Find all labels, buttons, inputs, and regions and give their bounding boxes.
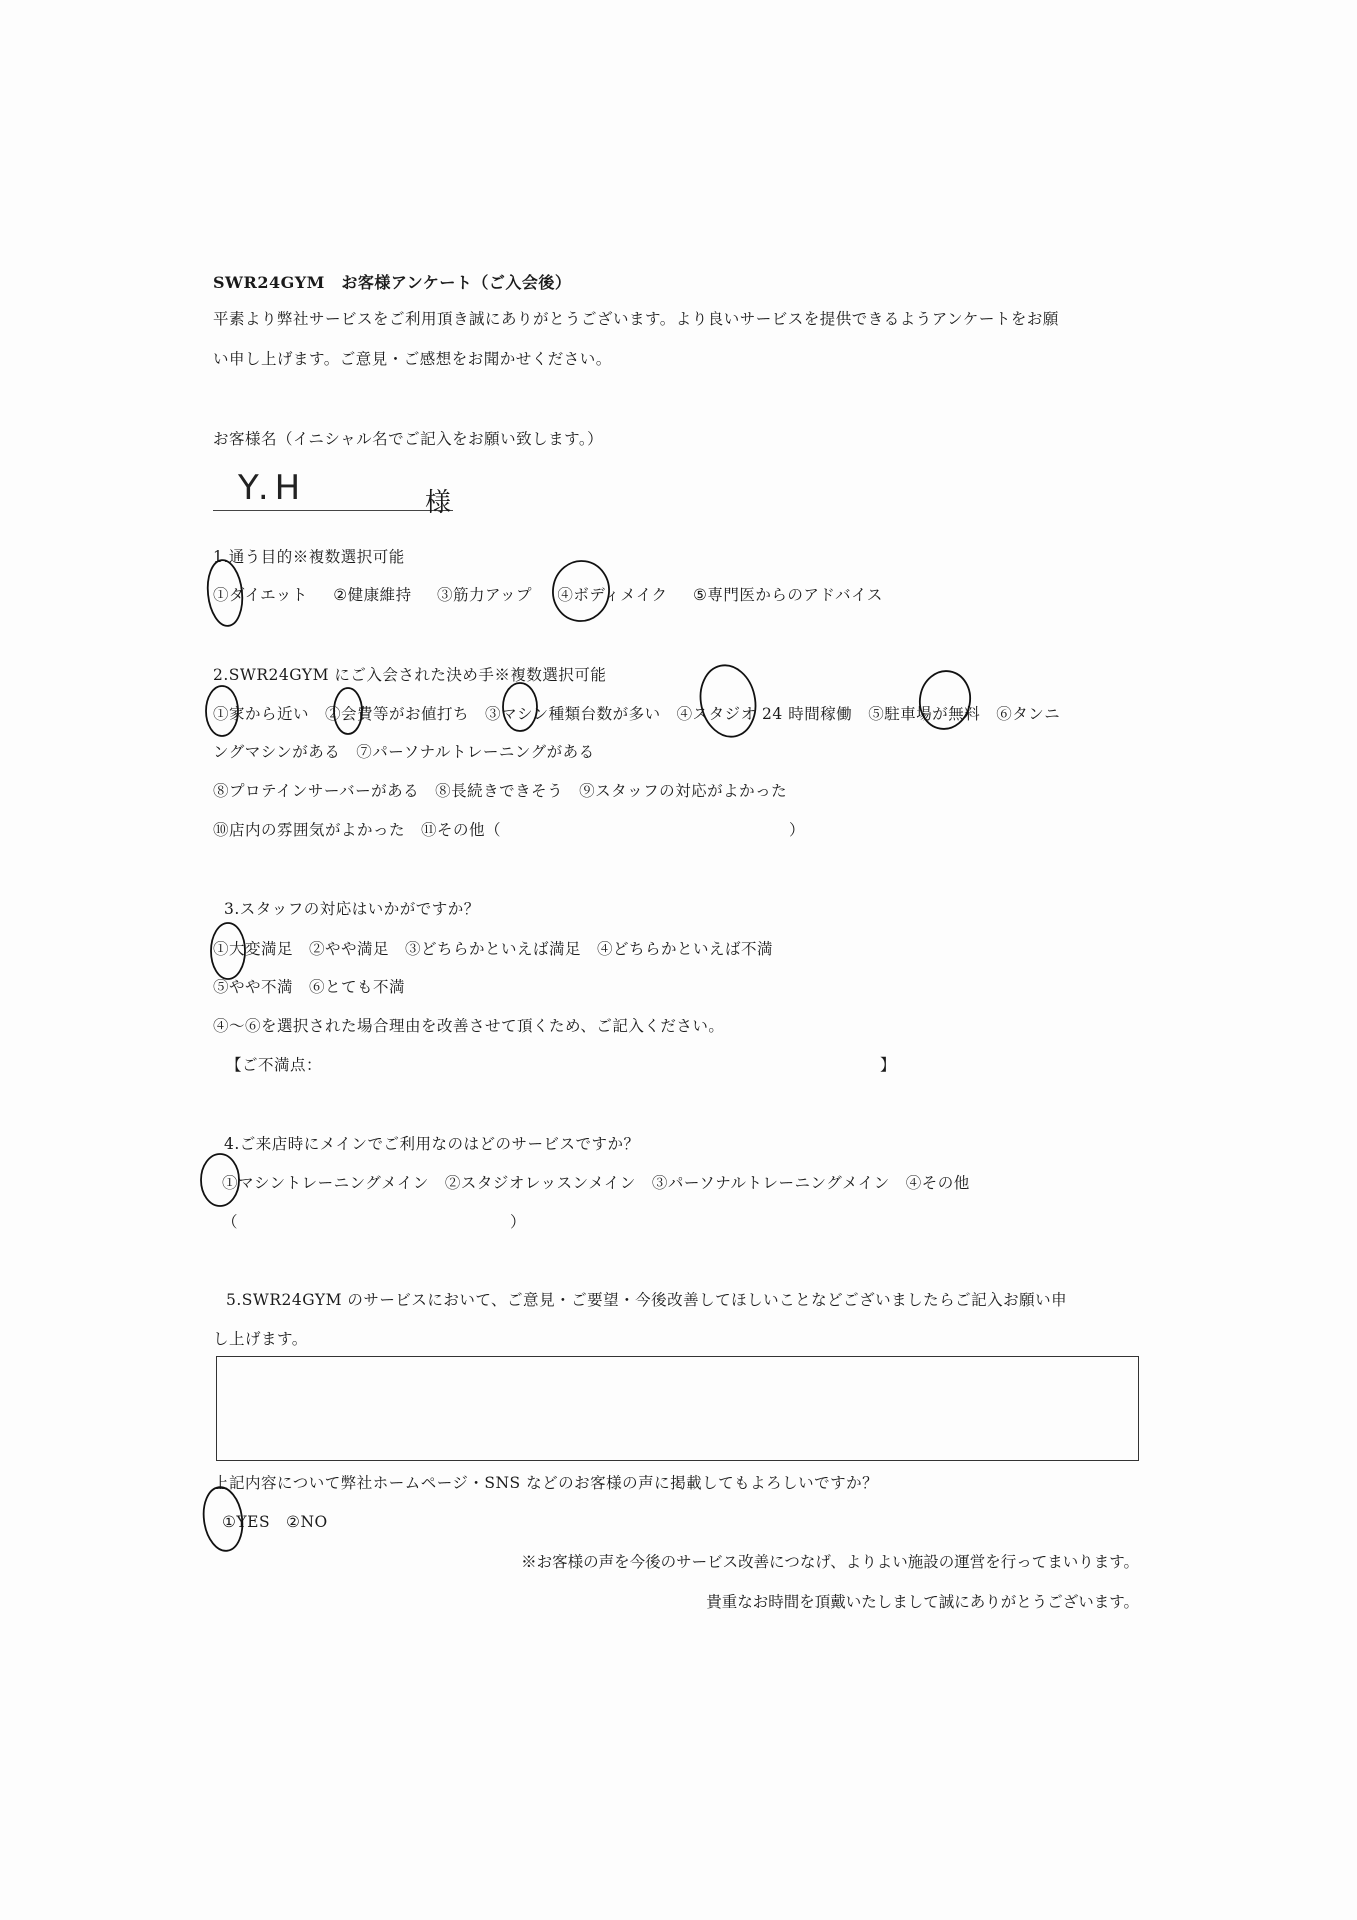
q2-title: 2.SWR24GYM にご入会された決め手※複数選択可能: [213, 666, 607, 684]
q1-option-1[interactable]: ①ダイエット: [213, 586, 308, 604]
survey-title: SWR24GYM お客様アンケート（ご入会後）: [213, 273, 572, 292]
q1-option-5[interactable]: ⑤専門医からのアドバイス: [692, 586, 883, 604]
intro-text-line-1: 平素より弊社サービスをご利用頂き誠にありがとうございます。より良いサービスを提供できるようアンケートをお願: [213, 310, 1059, 328]
q1-options: [213, 583, 903, 605]
consent-question: 上記内容について弊社ホームページ・SNS などのお客様の声に掲載してもよろしいですか？: [213, 1474, 879, 1492]
q3-complaint-open: 【ご不満点：: [226, 1056, 323, 1074]
q2-circle-mark-4: [694, 660, 762, 742]
customer-name-value: Y.H: [238, 468, 307, 508]
q2-options-line-3[interactable]: ⑧プロテインサーバーがある ⑧長続きできそう ⑨スタッフの対応がよかった: [213, 782, 788, 800]
q3-options-line-2[interactable]: ⑤やや不満 ⑥とても不満: [213, 978, 406, 996]
q1-option-4[interactable]: ④ボディメイク: [557, 586, 668, 604]
footer-note: ※お客様の声を今後のサービス改善につなげ、よりよい施設の運営を行ってまいります。: [521, 1553, 1139, 1571]
q2-options-line-1[interactable]: ①家から近い ②会費等がお値打ち ③マシン種類台数が多い ④スタジオ 24 時間稼働 ⑤駐車場が無料 ⑥タンニ: [213, 705, 1061, 723]
footer-thanks: 貴重なお時間を頂戴いたしまして誠にありがとうございます。: [706, 1593, 1139, 1611]
q2-options-line-4[interactable]: ⑩店内の雰囲気がよかった ⑪その他（ ）: [213, 821, 806, 839]
customer-name-label: お客様名（イニシャル名でご記入をお願い致します。）: [213, 430, 604, 448]
q3-note: ④～⑥を選択された場合理由を改善させて頂くため、ご記入ください。: [213, 1017, 725, 1035]
consent-options[interactable]: ①YES ②NO: [222, 1513, 328, 1531]
q4-options-line-1[interactable]: ①マシントレーニングメイン ②スタジオレッスンメイン ③パーソナルトレーニングメイン ④その他: [222, 1174, 970, 1192]
q1-option-2[interactable]: ②健康維持: [333, 586, 412, 604]
intro-text-line-2: い申し上げます。ご意見・ご感想をお聞かせください。: [213, 350, 612, 368]
q5-comment-box[interactable]: [216, 1356, 1139, 1461]
q1-title: 1.通う目的※複数選択可能: [213, 548, 405, 566]
q3-title: 3.スタッフの対応はいかがですか？: [224, 900, 480, 918]
q4-options-line-2[interactable]: （ ）: [222, 1213, 527, 1231]
q3-options-line-1[interactable]: ①大変満足 ②やや満足 ③どちらかといえば満足 ④どちらかといえば不満: [213, 940, 774, 958]
customer-name-suffix: 様: [425, 488, 452, 518]
q4-title: 4.ご来店時にメインでご利用なのはどのサービスですか？: [224, 1135, 640, 1153]
q2-options-line-2[interactable]: ングマシンがある ⑦パーソナルトレーニングがある: [213, 743, 595, 761]
q3-complaint-close: 】: [880, 1056, 897, 1074]
q5-title-line-2: し上げます。: [213, 1330, 308, 1348]
q1-option-3[interactable]: ③筋力アップ: [437, 586, 532, 604]
q5-title-line-1: 5.SWR24GYM のサービスにおいて、ご意見・ご要望・今後改善してほしいことなどございましたらご記入お願い申: [226, 1291, 1068, 1309]
